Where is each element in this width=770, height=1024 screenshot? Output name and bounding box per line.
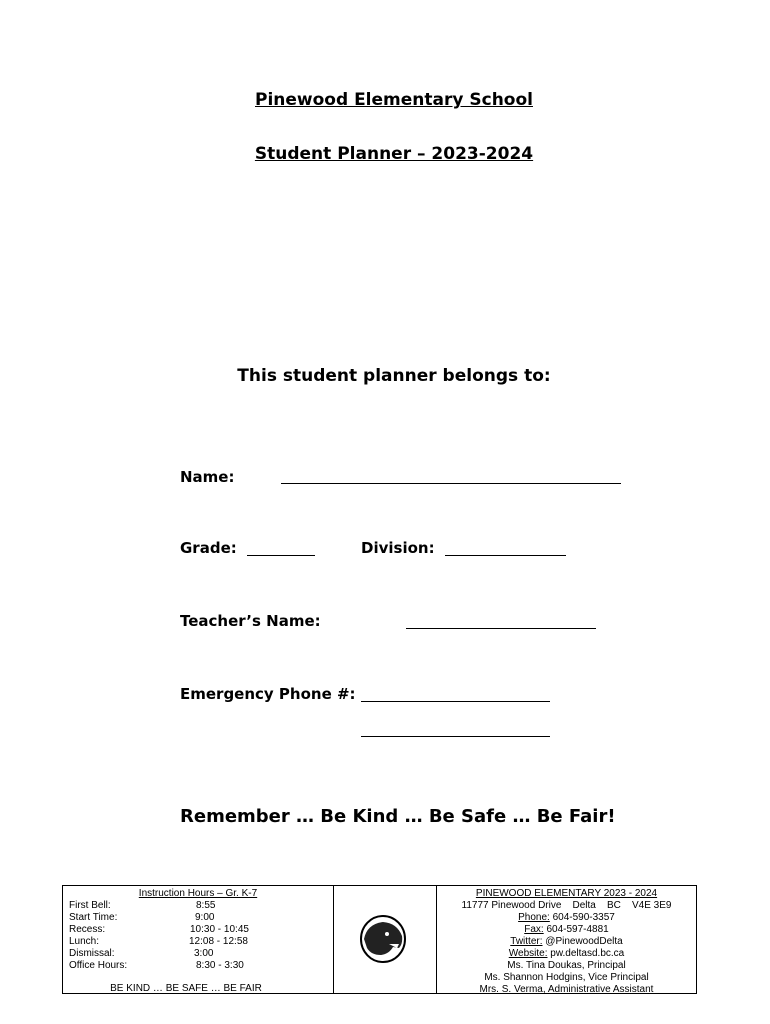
hours-label: Office Hours: (69, 960, 128, 971)
teacher-line (406, 628, 596, 629)
hours-value: 12:08 - 12:58 (189, 936, 248, 947)
emergency-line-2 (361, 736, 550, 737)
school-title: Pinewood Elementary School (255, 90, 533, 110)
contact-address: 11777 Pinewood Drive Delta BC V4E 3E9 (461, 900, 672, 911)
twitter-label: Twitter: (510, 936, 543, 947)
motto: Remember … Be Kind … Be Safe … Be Fair! (180, 806, 616, 827)
grade-label: Grade: (180, 539, 237, 557)
belongs-heading: This student planner belongs to: (237, 366, 551, 386)
contact-title: PINEWOOD ELEMENTARY 2023 - 2024 (475, 888, 658, 899)
hours-value: 10:30 - 10:45 (190, 924, 249, 935)
footer-info-table (62, 885, 697, 994)
name-label: Name: (180, 468, 235, 486)
hours-value: 8:55 (196, 900, 216, 911)
school-contact-cell (437, 886, 696, 993)
hours-label: Start Time: (69, 912, 118, 923)
hours-value: 9:00 (195, 912, 215, 923)
planner-title: Student Planner – 2023-2024 (254, 144, 534, 164)
phone-label: Phone: (518, 912, 550, 923)
hours-label: First Bell: (69, 900, 111, 911)
hours-label: Lunch: (69, 936, 100, 947)
hours-title: Instruction Hours – Gr. K-7 (138, 888, 258, 899)
fax-label: Fax: (524, 924, 544, 935)
panther-logo-icon (359, 914, 407, 964)
hours-label: Recess: (69, 924, 106, 935)
teacher-label: Teacher’s Name: (180, 612, 321, 630)
name-line (281, 483, 621, 484)
twitter-value: @PinewoodDelta (545, 936, 623, 947)
division-line (445, 555, 566, 556)
hours-value: 8:30 - 3:30 (196, 960, 244, 971)
hours-label: Dismissal: (69, 948, 115, 959)
admin-assistant: Mrs. S. Verma, Administrative Assistant (479, 984, 654, 995)
emergency-label: Emergency Phone #: (180, 685, 356, 703)
website-label: Website: (508, 948, 548, 959)
principal: Ms. Tina Doukas, Principal (507, 960, 626, 971)
emergency-line-1 (361, 701, 550, 702)
fax-value: 604-597-4881 (546, 924, 609, 935)
instruction-hours-cell (63, 886, 334, 993)
website-value: pw.deltasd.bc.ca (550, 948, 625, 959)
logo-cell (333, 886, 437, 993)
grade-line (247, 555, 315, 556)
phone-value: 604-590-3357 (552, 912, 615, 923)
vice-principal: Ms. Shannon Hodgins, Vice Principal (484, 972, 649, 983)
hours-value: 3:00 (194, 948, 214, 959)
footer-motto: BE KIND … BE SAFE … BE FAIR (110, 983, 262, 994)
division-label: Division: (361, 539, 435, 557)
